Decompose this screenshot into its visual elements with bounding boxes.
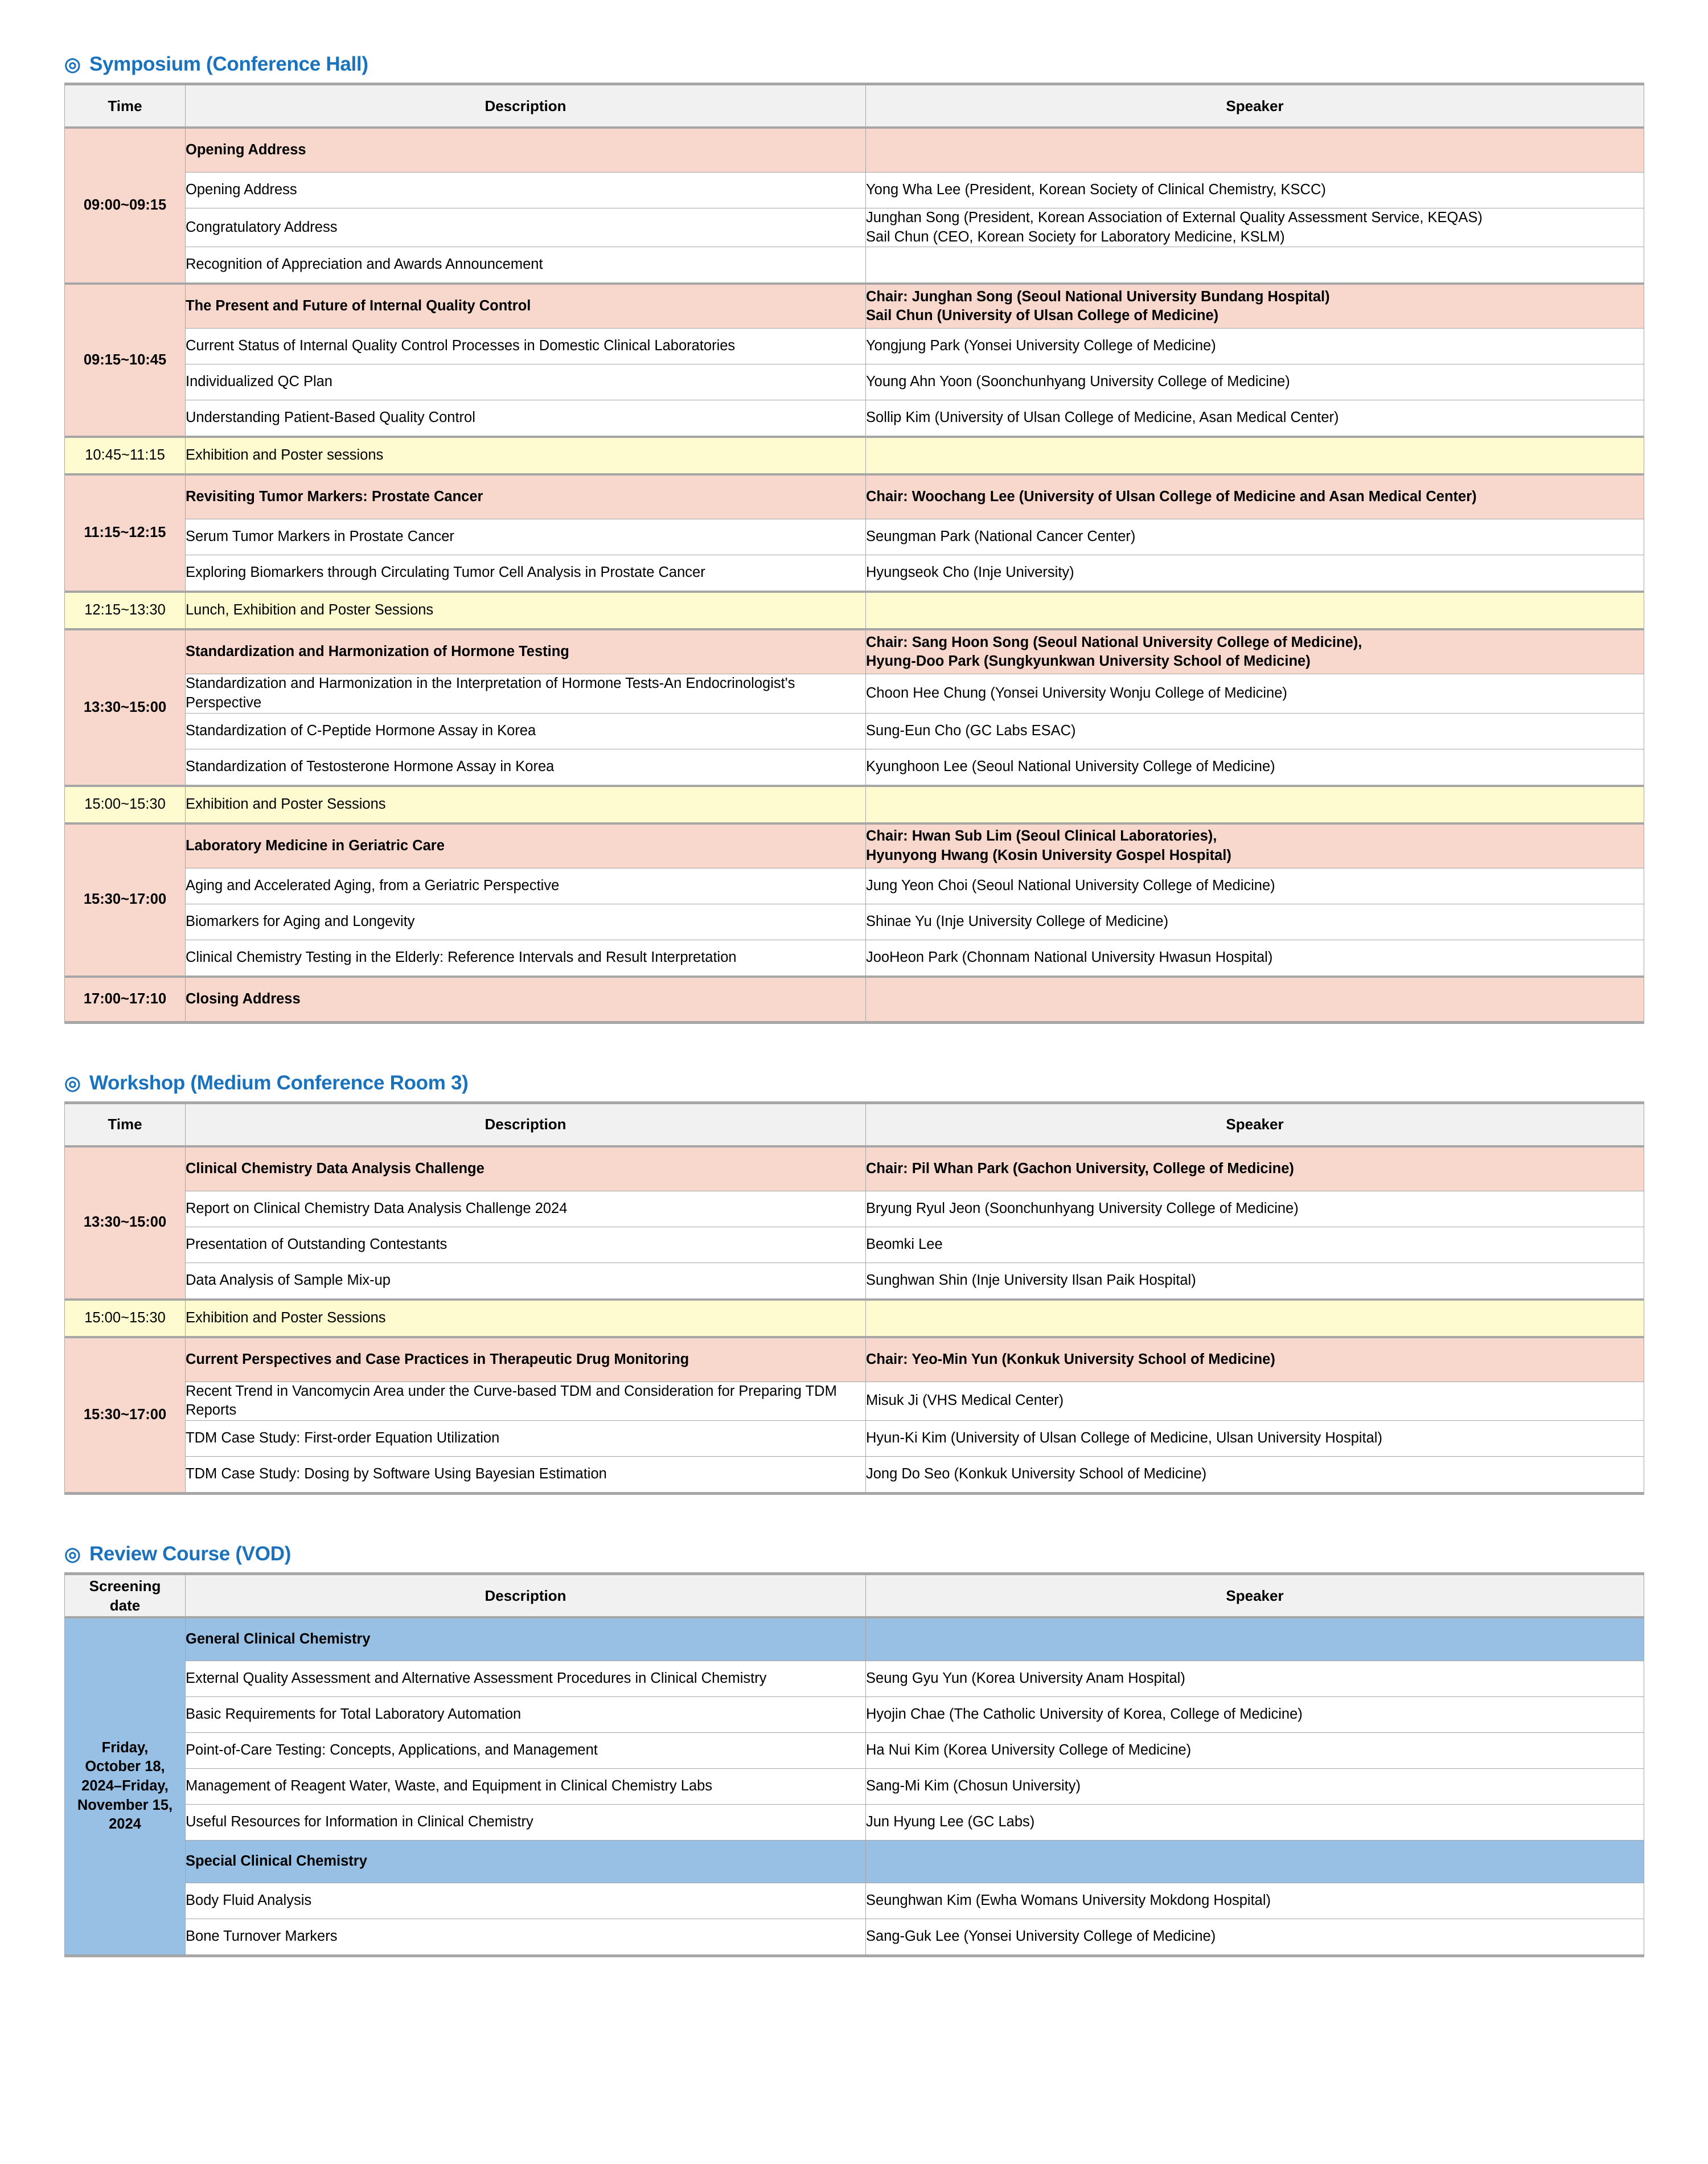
table-header-row [65,84,1644,128]
table-row [65,208,1644,247]
table-row [65,749,1644,786]
table-row [65,1227,1644,1263]
cell-description: Congratulatory Address [186,208,866,247]
table-row [65,1263,1644,1300]
table-row [65,1883,1644,1919]
cell-description: Opening Address [186,173,866,208]
column-header-time: Time [65,84,186,128]
table-row [65,1661,1644,1696]
cell-description: Exhibition and Poster sessions [186,437,866,474]
cell-speaker: JooHeon Park (Chonnam National University Hwasun Hospital) [866,940,1644,977]
cell-speaker: Sollip Kim (University of Ulsan College of Medicine, Asan Medical Center) [866,400,1644,437]
cell-description: Exhibition and Poster Sessions [186,786,866,823]
cell-description: Presentation of Outstanding Contestants [186,1227,866,1263]
cell-time: 12:15~13:30 [65,592,186,629]
cell-description: Report on Clinical Chemistry Data Analysis Challenge 2024 [186,1191,866,1227]
table-row [65,977,1644,1023]
cell-description: Individualized QC Plan [186,364,866,400]
cell-speaker: Chair: Woochang Lee (University of Ulsan College of Medicine and Asan Medical Center) [866,474,1644,519]
table-row [65,1804,1644,1840]
table-row [65,1420,1644,1456]
cell-time: 15:00~15:30 [65,1300,186,1337]
cell-description: Bone Turnover Markers [186,1919,866,1956]
section-title [64,1073,1644,1093]
cell-speaker: Jong Do Seo (Konkuk University School of Medicine) [866,1456,1644,1493]
cell-speaker [866,247,1644,284]
schedule-section [64,1073,1644,1495]
cell-description: Recognition of Appreciation and Awards Announcement [186,247,866,284]
column-header-description: Description [186,84,866,128]
table-row [65,519,1644,555]
cell-speaker: Sang-Mi Kim (Chosun University) [866,1768,1644,1804]
cell-description: Standardization of Testosterone Hormone Assay in Korea [186,749,866,786]
cell-speaker [866,437,1644,474]
table-row [65,555,1644,592]
cell-speaker [866,977,1644,1023]
cell-description: Biomarkers for Aging and Longevity [186,904,866,940]
cell-description: Useful Resources for Information in Clinical Chemistry [186,1804,866,1840]
table-row [65,823,1644,868]
cell-description: Data Analysis of Sample Mix-up [186,1263,866,1300]
cell-speaker: Chair: Hwan Sub Lim (Seoul Clinical Laboratories), Hyunyong Hwang (Kosin University Gospel Hospital) [866,823,1644,868]
cell-speaker: Seung Gyu Yun (Korea University Anam Hospital) [866,1661,1644,1696]
cell-speaker [866,592,1644,629]
cell-description: Current Status of Internal Quality Control Processes in Domestic Clinical Laboratories [186,329,866,364]
cell-speaker: Misuk Ji (VHS Medical Center) [866,1382,1644,1420]
cell-description: Recent Trend in Vancomycin Area under the Curve-based TDM and Consideration for Preparing TDM Reports [186,1382,866,1420]
cell-time: Friday, October 18, 2024–Friday, November 15, 2024 [65,1617,186,1956]
table-row [65,1617,1644,1661]
cell-description: Clinical Chemistry Testing in the Elderly: Reference Intervals and Result Interpretation [186,940,866,977]
cell-time: 10:45~11:15 [65,437,186,474]
table-row [65,713,1644,749]
column-header-time: Screening date [65,1573,186,1617]
cell-speaker: Seungman Park (National Cancer Center) [866,519,1644,555]
cell-description: General Clinical Chemistry [186,1617,866,1661]
cell-time: 13:30~15:00 [65,1146,186,1300]
cell-description: Standardization of C-Peptide Hormone Assay in Korea [186,713,866,749]
ring-bullet-icon: ◎ [64,1543,81,1564]
table-row [65,128,1644,173]
section-title-text: Workshop (Medium Conference Room 3) [89,1071,469,1094]
cell-time: 15:30~17:00 [65,823,186,977]
column-header-description: Description [186,1573,866,1617]
column-header-speaker: Speaker [866,84,1644,128]
cell-description: Management of Reagent Water, Waste, and Equipment in Clinical Chemistry Labs [186,1768,866,1804]
column-header-speaker: Speaker [866,1573,1644,1617]
cell-speaker: Junghan Song (President, Korean Association of External Quality Assessment Service, KEQAS) Sail Chun (CEO, Korean Society for Laboratory Medicine, KSLM) [866,208,1644,247]
cell-speaker [866,1617,1644,1661]
table-row [65,674,1644,713]
cell-time: 09:00~09:15 [65,128,186,284]
cell-speaker: Hyojin Chae (The Catholic University of Korea, College of Medicine) [866,1696,1644,1732]
cell-speaker: Chair: Sang Hoon Song (Seoul National University College of Medicine), Hyung-Doo Park (Sungkyunkwan University School of Medicine) [866,629,1644,674]
table-row [65,1840,1644,1883]
cell-description: Exhibition and Poster Sessions [186,1300,866,1337]
cell-speaker: Jun Hyung Lee (GC Labs) [866,1804,1644,1840]
table-row [65,1696,1644,1732]
table-row [65,1337,1644,1382]
table-header-row [65,1103,1644,1146]
cell-time: 09:15~10:45 [65,284,186,437]
sections-container [64,54,1644,1957]
cell-time: 13:30~15:00 [65,629,186,785]
schedule-table [64,1101,1644,1495]
cell-description: Exploring Biomarkers through Circulating Tumor Cell Analysis in Prostate Cancer [186,555,866,592]
cell-speaker: Yongjung Park (Yonsei University College of Medicine) [866,329,1644,364]
cell-description: Clinical Chemistry Data Analysis Challenge [186,1146,866,1191]
cell-speaker: Sunghwan Shin (Inje University Ilsan Paik Hospital) [866,1263,1644,1300]
table-row [65,940,1644,977]
schedule-table [64,83,1644,1024]
cell-speaker: Choon Hee Chung (Yonsei University Wonju College of Medicine) [866,674,1644,713]
cell-speaker [866,1300,1644,1337]
schedule-section [64,54,1644,1024]
schedule-table [64,1572,1644,1957]
cell-speaker: Chair: Junghan Song (Seoul National University Bundang Hospital) Sail Chun (University of Ulsan College of Medicine) [866,284,1644,329]
column-header-speaker: Speaker [866,1103,1644,1146]
cell-description: Understanding Patient-Based Quality Control [186,400,866,437]
cell-speaker [866,1840,1644,1883]
cell-description: Lunch, Exhibition and Poster Sessions [186,592,866,629]
table-row [65,1456,1644,1493]
cell-description: The Present and Future of Internal Quality Control [186,284,866,329]
cell-speaker: Bryung Ryul Jeon (Soonchunhyang University College of Medicine) [866,1191,1644,1227]
cell-speaker: Shinae Yu (Inje University College of Medicine) [866,904,1644,940]
table-row [65,904,1644,940]
cell-time: 15:30~17:00 [65,1337,186,1494]
cell-time: 17:00~17:10 [65,977,186,1023]
table-row [65,592,1644,629]
cell-speaker: Chair: Pil Whan Park (Gachon University, College of Medicine) [866,1146,1644,1191]
cell-time: 15:00~15:30 [65,786,186,823]
table-row [65,474,1644,519]
column-header-description: Description [186,1103,866,1146]
table-row [65,1146,1644,1191]
cell-description: Opening Address [186,128,866,173]
table-row [65,247,1644,284]
cell-description: TDM Case Study: Dosing by Software Using Bayesian Estimation [186,1456,866,1493]
cell-speaker [866,786,1644,823]
table-row [65,1300,1644,1337]
cell-description: Laboratory Medicine in Geriatric Care [186,823,866,868]
cell-description: Special Clinical Chemistry [186,1840,866,1883]
cell-speaker: Jung Yeon Choi (Seoul National University College of Medicine) [866,868,1644,904]
table-header-row [65,1573,1644,1617]
cell-description: TDM Case Study: First-order Equation Utilization [186,1420,866,1456]
cell-speaker: Beomki Lee [866,1227,1644,1263]
table-row [65,329,1644,364]
cell-description: Serum Tumor Markers in Prostate Cancer [186,519,866,555]
cell-description: Standardization and Harmonization of Hormone Testing [186,629,866,674]
table-row [65,1768,1644,1804]
cell-speaker: Chair: Yeo-Min Yun (Konkuk University School of Medicine) [866,1337,1644,1382]
cell-description: Aging and Accelerated Aging, from a Geriatric Perspective [186,868,866,904]
cell-description: Body Fluid Analysis [186,1883,866,1919]
cell-speaker: Hyungseok Cho (Inje University) [866,555,1644,592]
cell-speaker: Sang-Guk Lee (Yonsei University College of Medicine) [866,1919,1644,1956]
table-row [65,364,1644,400]
cell-description: Standardization and Harmonization in the Interpretation of Hormone Tests-An Endocrinologist's Perspective [186,674,866,713]
cell-speaker: Seunghwan Kim (Ewha Womans University Mokdong Hospital) [866,1883,1644,1919]
table-row [65,1191,1644,1227]
table-row [65,284,1644,329]
section-title-text: Review Course (VOD) [89,1542,291,1565]
table-row [65,173,1644,208]
cell-description: Point-of-Care Testing: Concepts, Applications, and Management [186,1732,866,1768]
table-row [65,437,1644,474]
cell-description: Current Perspectives and Case Practices in Therapeutic Drug Monitoring [186,1337,866,1382]
cell-speaker: Hyun-Ki Kim (University of Ulsan College of Medicine, Ulsan University Hospital) [866,1420,1644,1456]
ring-bullet-icon: ◎ [64,54,81,75]
section-title [64,1544,1644,1564]
ring-bullet-icon: ◎ [64,1072,81,1093]
table-row [65,1382,1644,1420]
cell-speaker: Sung-Eun Cho (GC Labs ESAC) [866,713,1644,749]
cell-description: Closing Address [186,977,866,1023]
cell-time: 11:15~12:15 [65,474,186,592]
cell-description: Basic Requirements for Total Laboratory Automation [186,1696,866,1732]
section-title-text: Symposium (Conference Hall) [89,53,368,75]
table-row [65,629,1644,674]
cell-speaker: Yong Wha Lee (President, Korean Society of Clinical Chemistry, KSCC) [866,173,1644,208]
cell-speaker [866,128,1644,173]
cell-description: Revisiting Tumor Markers: Prostate Cancer [186,474,866,519]
section-title [64,54,1644,74]
table-row [65,1919,1644,1956]
cell-speaker: Kyunghoon Lee (Seoul National University College of Medicine) [866,749,1644,786]
cell-speaker: Ha Nui Kim (Korea University College of Medicine) [866,1732,1644,1768]
schedule-section [64,1544,1644,1957]
table-row [65,868,1644,904]
table-row [65,1732,1644,1768]
column-header-time: Time [65,1103,186,1146]
table-row [65,400,1644,437]
cell-description: External Quality Assessment and Alternative Assessment Procedures in Clinical Chemistry [186,1661,866,1696]
cell-speaker: Young Ahn Yoon (Soonchunhyang University College of Medicine) [866,364,1644,400]
table-row [65,786,1644,823]
